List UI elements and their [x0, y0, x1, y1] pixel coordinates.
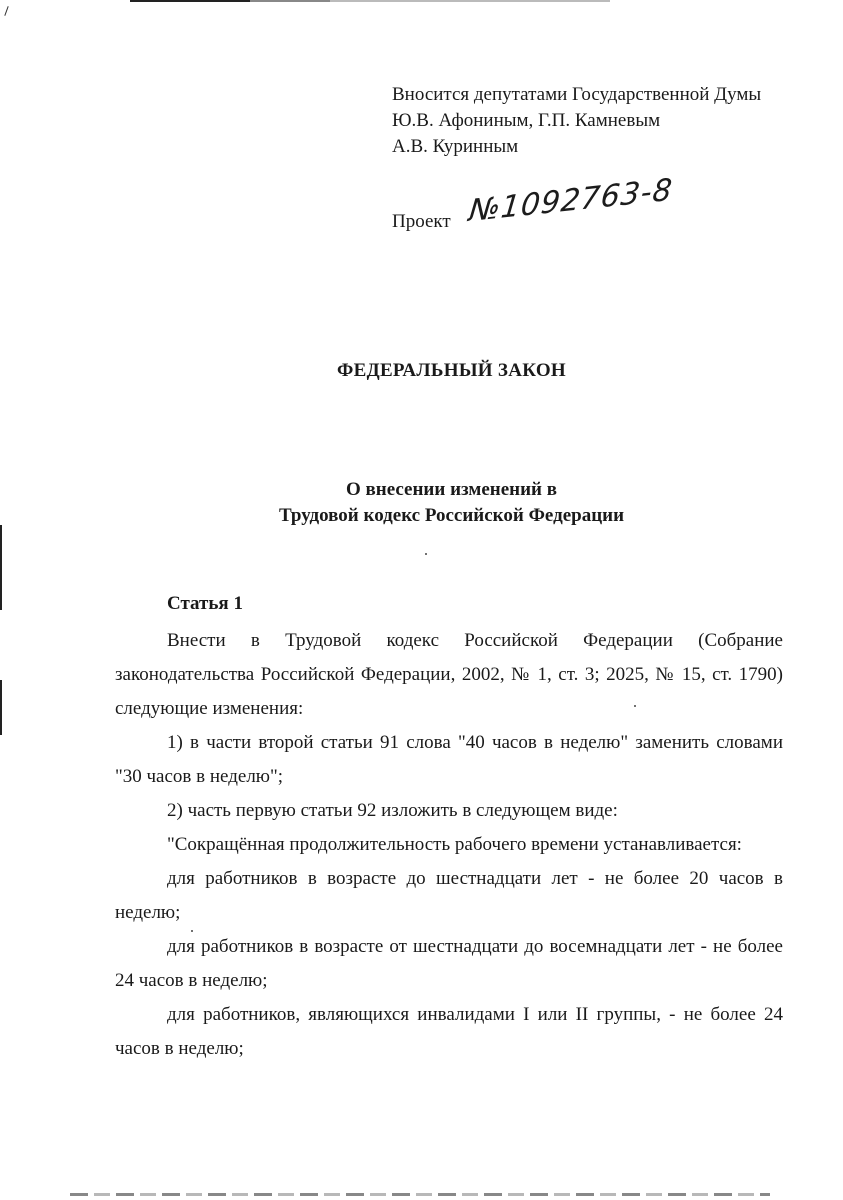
scan-artifact-bottom [70, 1193, 770, 1196]
scan-artifact-top [130, 0, 610, 2]
submitter-line: Вносится депутатами Государственной Думы [392, 84, 762, 105]
scan-margin-mark [0, 680, 2, 735]
project-label: Проект [392, 211, 451, 232]
scan-artifact-tick [4, 6, 8, 16]
article-paragraph: 2) часть первую статьи 92 изложить в следующем виде: [167, 800, 618, 821]
law-subtitle-line: О внесении изменений в [345, 479, 557, 500]
scan-margin-mark [0, 525, 2, 610]
law-subtitle-line: Трудовой кодекс Российской Федерации [278, 505, 625, 526]
article-paragraph: "Сокращённая продолжительность рабочего времени устанавливается: [167, 834, 742, 855]
article-paragraph: 1) в части второй статьи 91 слова "40 часов в неделю" заменить словами "30 часов в неделю"; [115, 732, 783, 787]
article-paragraph: для работников в возрасте от шестнадцати до восемнадцати лет - не более 24 часов в неделю; [115, 936, 783, 991]
project-line [392, 172, 675, 235]
submitter-block [392, 82, 761, 160]
article-paragraph: для работников в возрасте до шестнадцати лет - не более 20 часов в неделю; [115, 868, 783, 923]
article-paragraph: Внести в Трудовой кодекс Российской Федерации (Собрание законодательства Российской Федерации, 2002, № 1, ст. 3; 2025, № 15, ст. 1790) следующие изменения: [115, 630, 783, 719]
article-paragraph: для работников, являющихся инвалидами I или II группы, - не более 24 часов в неделю; [115, 1004, 783, 1059]
article-body [115, 624, 783, 1066]
law-subtitle [0, 477, 843, 529]
project-number-handwritten: №1092763-8 [467, 172, 675, 230]
submitter-line: Ю.В. Афониным, Г.П. Камневым [392, 110, 661, 131]
submitter-line: А.В. Куринным [392, 136, 519, 157]
scan-speck [425, 553, 427, 555]
law-type-heading: ФЕДЕРАЛЬНЫЙ ЗАКОН [336, 360, 567, 381]
article-heading: Статья 1 [167, 593, 243, 614]
